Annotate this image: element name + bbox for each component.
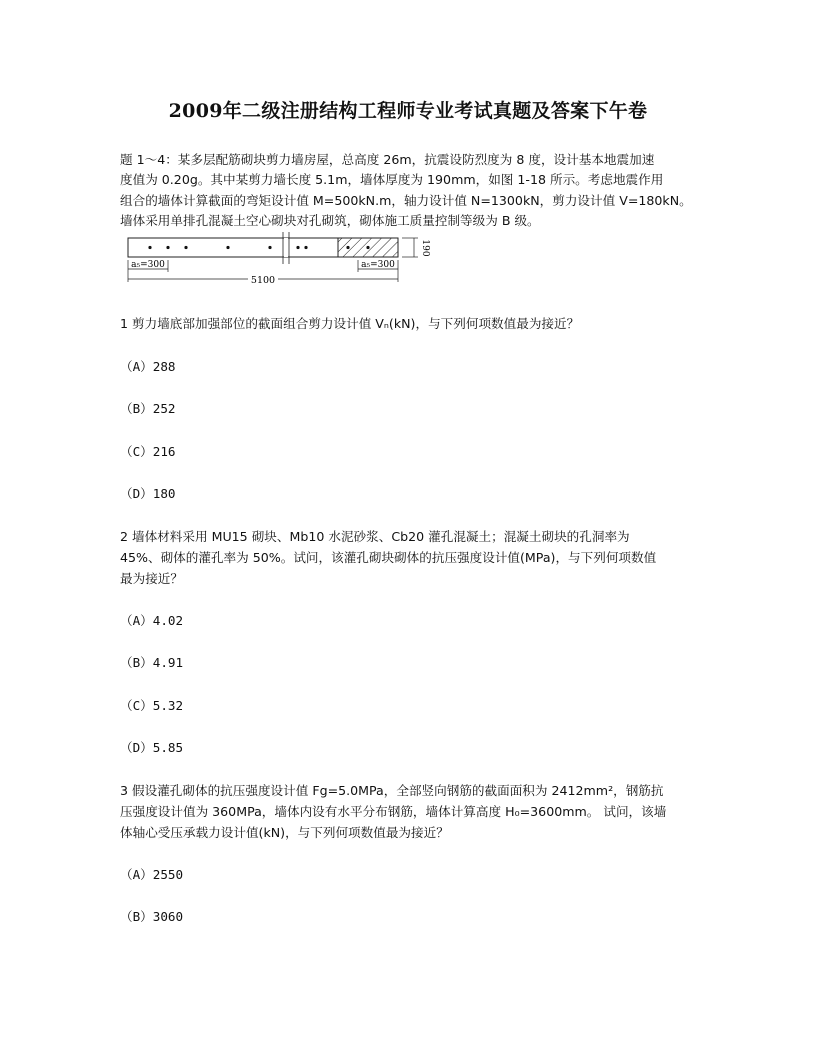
rebar-dot (184, 246, 187, 249)
rebar-dot (296, 246, 299, 249)
rebar-dot (148, 246, 151, 249)
document-title: 2009年二级注册结构工程师专业考试真题及答案下午卷 (168, 100, 648, 122)
question-2-option-a: （A）4.02 (120, 613, 184, 628)
rebar-dot (226, 246, 229, 249)
question-3-option-b: （B）3060 (120, 909, 184, 924)
intro-line: 度值为 0.20g。其中某剪力墙长度 5.1m，墙体厚度为 190mm，如图 1-18 所示。考虑地震作用 (120, 172, 664, 187)
intro-line: 墙体采用单排孔混凝土空心砌块对孔砌筑，砌体施工质量控制等级为 B 级。 (120, 213, 540, 228)
rebar-dot (304, 246, 307, 249)
rebar-dots (148, 246, 369, 249)
intro-line: 组合的墙体计算截面的弯矩设计值 M=500kN.m，轴力设计值 N=1300kN，剪力设计值 V=180kN。 (120, 193, 692, 208)
question-2-stem: 45%、砌体的灌孔率为 50%。试问，该灌孔砌块砌体的抗压强度设计值(MPa)，与下列何项数值 (120, 550, 657, 565)
right-end-dimension: a₅=300 (361, 260, 395, 270)
question-3-option-a: （A）2550 (120, 867, 184, 882)
span-dimension: 5100 (250, 275, 276, 286)
question-1-option-a: （A）288 (120, 359, 176, 374)
question-2-stem: 2 墙体材料采用 MU15 砌块、Mb10 水泥砂浆、Cb20 灌孔混凝土；混凝土砌块的孔洞率为 (120, 529, 630, 544)
question-1-stem: 1 剪力墙底部加强部位的截面组合剪力设计值 Vₙ(kN)，与下列何项数值最为接近？ (120, 316, 580, 331)
rebar-dot (366, 246, 369, 249)
left-end-dimension: a₅=300 (131, 260, 165, 270)
rebar-dot (268, 246, 271, 249)
wall-section-figure (120, 232, 430, 288)
question-2-option-b: （B）4.91 (120, 655, 184, 670)
question-1-option-c: （C）216 (120, 444, 176, 459)
question-3-stem: 体轴心受压承载力设计值(kN)，与下列何项数值最为接近？ (120, 825, 449, 840)
rebar-dot (166, 246, 169, 249)
question-2-option-d: （D）5.85 (120, 740, 184, 755)
question-3-stem: 压强度设计值为 360MPa，墙体内设有水平分布钢筋，墙体计算高度 H₀=3600mm。 试问，该墙 (120, 804, 667, 819)
thickness-label: 190 (420, 239, 430, 257)
wall-section-diagram (120, 232, 430, 288)
question-1-option-b: （B）252 (120, 401, 176, 416)
intro-line: 题 1～4：某多层配筋砌块剪力墙房屋，总高度 26m，抗震设防烈度为 8 度，设计基本地震加速 (120, 152, 655, 167)
question-3-stem: 3 假设灌孔砌体的抗压强度设计值 Fg=5.0MPa，全部竖向钢筋的截面面积为 2412mm²，钢筋抗 (120, 783, 664, 798)
question-2-stem: 最为接近？ (120, 571, 183, 586)
question-2-option-c: （C）5.32 (120, 698, 184, 713)
rebar-dot (346, 246, 349, 249)
question-1-option-d: （D）180 (120, 486, 176, 501)
